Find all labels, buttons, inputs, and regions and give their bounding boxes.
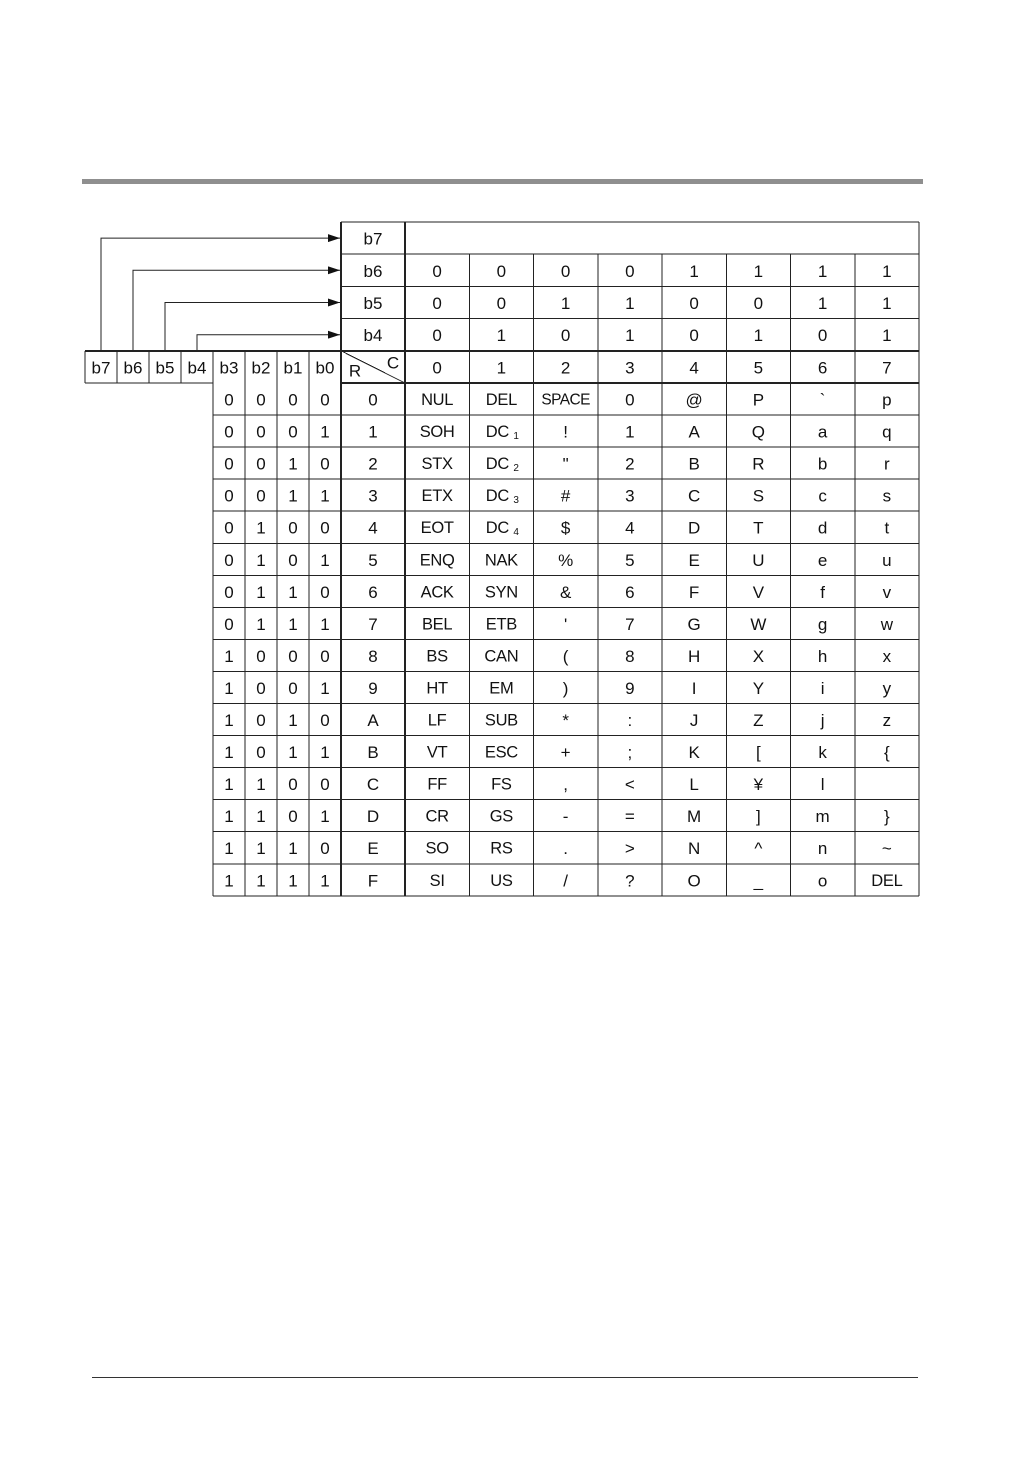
char-cell: R <box>752 454 765 474</box>
row-index: 5 <box>368 550 378 570</box>
char-cell: } <box>884 807 890 827</box>
char-cell: d <box>817 518 828 538</box>
row-bit-value: 0 <box>288 422 298 442</box>
row-bit-value: 0 <box>224 390 234 410</box>
char-cell: & <box>559 582 572 602</box>
char-cell: DC <box>485 423 509 442</box>
bit-header-label: b2 <box>251 358 271 378</box>
char-cell: f <box>820 582 825 602</box>
char-cell: u <box>882 550 892 570</box>
char-cell: ? <box>625 871 635 891</box>
row-bit-value: 1 <box>224 678 234 698</box>
column-bit-value: 1 <box>882 294 892 313</box>
column-bit-value: 0 <box>625 261 635 281</box>
row-bit-value: 1 <box>288 711 298 731</box>
char-cell: n <box>817 839 828 859</box>
char-cell: - <box>562 807 569 827</box>
column-bit-value: 1 <box>753 326 764 346</box>
row-index: D <box>366 807 380 827</box>
column-bit-value: 0 <box>560 261 571 281</box>
row-bit-value: 0 <box>224 614 234 634</box>
column-index: 5 <box>753 358 764 378</box>
char-cell: V <box>752 582 765 602</box>
char-cell: NUL <box>421 391 454 410</box>
row-bit-value: 1 <box>320 871 330 891</box>
char-cell: g <box>817 614 828 634</box>
bit-arrow <box>133 270 340 351</box>
bit-arrow <box>165 303 340 351</box>
char-cell: BEL <box>421 615 453 634</box>
char-cell: ~ <box>881 839 892 859</box>
column-index: 3 <box>625 358 635 378</box>
row-bit-value: 1 <box>256 775 266 795</box>
char-cell: Y <box>752 678 765 698</box>
char-cell: i <box>820 678 825 698</box>
row-bit-value: 0 <box>320 582 330 602</box>
char-cell: G <box>687 614 701 634</box>
char-cell: T <box>753 518 764 538</box>
row-index: B <box>367 743 379 763</box>
char-cell: BS <box>426 647 448 666</box>
bit-header-label: b7 <box>91 358 111 378</box>
char-cell: # <box>560 486 571 506</box>
char-cell: l <box>820 775 825 795</box>
char-cell: HT <box>426 679 448 698</box>
column-index: 6 <box>817 358 828 378</box>
char-cell: DC <box>485 455 509 474</box>
char-cell: ACK <box>420 583 454 602</box>
char-cell: > <box>624 839 635 859</box>
char-cell: b <box>817 454 828 474</box>
row-bit-value: 0 <box>320 454 330 474</box>
char-cell: @ <box>685 390 703 410</box>
char-cell: DEL <box>871 871 903 890</box>
corner-col-label: C <box>386 353 400 373</box>
column-index: 2 <box>560 358 571 378</box>
char-cell: 0 <box>625 390 635 410</box>
char-cell: * <box>562 711 569 731</box>
column-bit-label: b5 <box>363 294 383 313</box>
char-cell: _ <box>753 871 764 891</box>
row-bit-value: 1 <box>224 839 234 859</box>
char-cell: ] <box>756 807 761 827</box>
row-bit-value: 0 <box>224 454 234 474</box>
row-bit-value: 1 <box>224 807 234 827</box>
char-cell: h <box>817 646 828 666</box>
char-cell: C <box>687 486 701 506</box>
char-cell: j <box>820 711 825 731</box>
row-bit-value: 1 <box>288 454 298 474</box>
char-cell: CR <box>425 807 449 826</box>
row-bit-value: 1 <box>256 614 266 634</box>
row-index: A <box>367 711 379 731</box>
char-cell: GS <box>489 807 513 826</box>
char-cell: w <box>880 614 894 634</box>
column-bit-value: 1 <box>882 326 892 346</box>
char-cell: : <box>627 711 633 731</box>
char-cell: W <box>750 614 767 634</box>
row-bit-value: 0 <box>224 422 234 442</box>
char-cell: B <box>688 454 700 474</box>
char-cell: VT <box>426 743 448 762</box>
char-cell: K <box>688 743 700 763</box>
char-cell: z <box>882 711 892 731</box>
char-cell: CAN <box>484 647 519 666</box>
char-cell: 5 <box>625 550 635 570</box>
char-cell: X <box>752 646 765 666</box>
char-cell: 1 <box>625 422 635 442</box>
char-cell: s <box>882 486 892 506</box>
char-cell: U <box>752 550 765 570</box>
row-index: 6 <box>368 582 378 602</box>
char-cell: 8 <box>625 646 635 666</box>
char-cell: [ <box>756 743 761 763</box>
char-cell: { <box>884 743 890 763</box>
char-cell: SYN <box>484 583 518 602</box>
char-cell: 9 <box>625 678 635 698</box>
row-index: 9 <box>368 678 378 698</box>
char-cell: STX <box>421 455 453 474</box>
char-cell: p <box>882 390 892 410</box>
bit-header-label: b1 <box>283 358 303 378</box>
row-bit-value: 1 <box>320 422 330 442</box>
char-cell: DC <box>485 519 509 538</box>
char-cell: A <box>688 422 700 442</box>
char-cell: e <box>817 550 828 570</box>
char-cell: , <box>563 775 568 795</box>
char-cell: 4 <box>625 518 635 538</box>
char-cell: y <box>882 678 892 698</box>
char-cell: 7 <box>625 614 635 634</box>
bit-arrow <box>197 335 340 351</box>
char-cell: N <box>687 839 701 859</box>
column-bit-value: 1 <box>625 326 635 346</box>
row-bit-value: 1 <box>224 775 234 795</box>
bit-header-label: b0 <box>315 358 335 378</box>
column-bit-value: 1 <box>753 261 764 281</box>
row-bit-value: 0 <box>288 646 298 666</box>
char-cell: DC <box>485 487 509 506</box>
row-bit-value: 0 <box>320 646 330 666</box>
row-index: C <box>366 775 380 795</box>
char-cell: SI <box>429 871 445 890</box>
row-bit-value: 1 <box>256 807 266 827</box>
char-cell: ` <box>819 390 826 410</box>
char-cell: ) <box>562 678 569 698</box>
char-cell: k <box>818 743 827 763</box>
char-cell: 2 <box>625 454 635 474</box>
column-bit-label: b4 <box>363 326 383 346</box>
char-cell: J <box>689 711 699 731</box>
column-bit-label: b7 <box>363 229 383 249</box>
char-cell: I <box>691 678 697 698</box>
char-cell: P <box>752 390 765 410</box>
row-bit-value: 1 <box>320 550 330 570</box>
row-bit-value: 1 <box>256 550 266 570</box>
row-bit-value: 1 <box>288 871 298 891</box>
char-cell: EOT <box>420 519 454 538</box>
row-index: 1 <box>368 422 378 442</box>
bit-header-label: b6 <box>123 358 143 378</box>
char-cell: DEL <box>485 391 517 410</box>
char-cell: a <box>817 422 828 442</box>
row-bit-value: 1 <box>288 582 298 602</box>
char-cell: M <box>687 807 702 827</box>
char-cell: v <box>882 582 892 602</box>
row-bit-value: 1 <box>320 807 330 827</box>
row-bit-value: 0 <box>256 743 266 763</box>
column-bit-value: 1 <box>817 261 828 281</box>
row-index: E <box>367 839 379 859</box>
char-cell: x <box>882 646 892 666</box>
row-bit-value: 1 <box>288 614 298 634</box>
row-bit-value: 1 <box>256 871 266 891</box>
row-bit-value: 0 <box>256 454 266 474</box>
row-bit-value: 0 <box>288 550 298 570</box>
column-bit-value: 0 <box>496 294 507 313</box>
char-cell: ' <box>564 614 568 634</box>
row-bit-value: 0 <box>320 775 330 795</box>
row-index: 4 <box>368 518 378 538</box>
char-cell: S <box>752 486 765 506</box>
char-cell: Q <box>751 422 765 442</box>
column-bit-value: 1 <box>560 294 571 313</box>
char-cell: o <box>817 871 828 891</box>
char-cell: E <box>688 550 700 570</box>
row-bit-value: 1 <box>224 646 234 666</box>
row-bit-value: 0 <box>256 678 266 698</box>
char-cell: ENQ <box>419 551 455 570</box>
column-bit-value: 0 <box>689 326 699 346</box>
char-cell: / <box>563 871 568 891</box>
char-cell: ESC <box>484 743 518 762</box>
char-cell: SPACE <box>541 391 590 409</box>
char-cell: . <box>563 839 568 859</box>
column-index: 7 <box>882 358 892 378</box>
char-cell: FF <box>427 775 447 794</box>
row-bit-value: 1 <box>256 582 266 602</box>
column-index: 0 <box>432 358 442 378</box>
char-cell: ! <box>563 422 568 442</box>
char-cell: % <box>558 550 574 570</box>
char-cell: L <box>689 775 699 795</box>
row-bit-value: 1 <box>320 486 330 506</box>
row-bit-value: 0 <box>224 582 234 602</box>
row-bit-value: 1 <box>288 839 298 859</box>
char-cell: LF <box>427 711 447 730</box>
row-index: 3 <box>368 486 378 506</box>
corner-row-label: R <box>348 361 362 381</box>
char-cell: t <box>884 518 890 538</box>
char-cell: NAK <box>484 551 518 570</box>
row-index: 2 <box>368 454 378 474</box>
row-bit-value: 1 <box>224 871 234 891</box>
row-bit-value: 1 <box>256 839 266 859</box>
column-bit-value: 1 <box>882 261 892 281</box>
row-index: 7 <box>368 614 378 634</box>
row-bit-value: 0 <box>256 646 266 666</box>
column-bit-value: 1 <box>625 294 635 313</box>
char-cell: SO <box>425 839 449 858</box>
row-bit-value: 0 <box>288 807 298 827</box>
char-cell: SUB <box>484 711 518 730</box>
column-bit-value: 0 <box>432 294 442 313</box>
char-cell: ^ <box>754 839 763 859</box>
char-cell: O <box>687 871 701 891</box>
column-bit-value: 0 <box>817 326 828 346</box>
row-bit-value: 1 <box>288 743 298 763</box>
row-bit-value: 0 <box>224 550 234 570</box>
column-bit-value: 0 <box>496 261 507 281</box>
char-cell: EM <box>489 679 514 698</box>
row-bit-value: 0 <box>320 518 330 538</box>
char-cell: c <box>818 486 827 506</box>
row-index: F <box>367 871 379 891</box>
bit-arrow <box>101 238 340 351</box>
column-bit-value: 1 <box>817 294 828 313</box>
char-cell: m <box>815 807 830 827</box>
row-bit-value: 0 <box>256 422 266 442</box>
row-bit-value: 0 <box>256 390 266 410</box>
bit-header-label: b5 <box>155 358 175 378</box>
char-cell: FS <box>491 775 512 794</box>
row-bit-value: 0 <box>320 390 330 410</box>
row-bit-value: 0 <box>256 711 266 731</box>
char-cell: q <box>882 422 892 442</box>
char-cell-subscript: 2 <box>513 463 519 475</box>
row-index: 8 <box>368 646 378 666</box>
char-cell-subscript: 3 <box>513 495 519 507</box>
char-cell-subscript: 1 <box>513 431 519 443</box>
char-cell: F <box>688 582 700 602</box>
char-cell: ( <box>562 646 569 666</box>
row-bit-value: 0 <box>288 678 298 698</box>
bit-header-label: b3 <box>219 358 239 378</box>
char-cell: = <box>624 807 635 827</box>
char-cell: Z <box>753 711 764 731</box>
column-bit-value: 0 <box>560 326 571 346</box>
row-bit-value: 1 <box>224 743 234 763</box>
char-cell-subscript: 4 <box>513 527 519 539</box>
row-bit-value: 0 <box>224 486 234 506</box>
char-cell: ETB <box>485 615 517 634</box>
column-index: 1 <box>496 358 507 378</box>
column-bit-value: 0 <box>432 326 442 346</box>
char-cell: < <box>624 775 635 795</box>
row-bit-value: 1 <box>256 518 266 538</box>
char-cell: + <box>560 743 571 763</box>
char-cell: " <box>562 454 569 474</box>
row-bit-value: 1 <box>320 743 330 763</box>
row-bit-value: 0 <box>256 486 266 506</box>
bottom-rule <box>92 1377 918 1378</box>
column-bit-value: 1 <box>496 326 507 346</box>
column-bit-value: 0 <box>432 261 442 281</box>
row-bit-value: 0 <box>320 839 330 859</box>
char-cell: $ <box>560 518 571 538</box>
char-cell: RS <box>490 839 513 858</box>
char-cell: H <box>687 646 701 666</box>
column-bit-value: 1 <box>689 261 699 281</box>
row-bit-value: 1 <box>224 711 234 731</box>
column-bit-label: b6 <box>363 261 383 281</box>
char-cell: US <box>490 871 513 890</box>
row-bit-value: 1 <box>320 678 330 698</box>
row-bit-value: 0 <box>288 775 298 795</box>
column-bit-value: 0 <box>689 294 699 313</box>
char-cell: 3 <box>625 486 635 506</box>
row-bit-value: 0 <box>288 390 298 410</box>
char-cell: ETX <box>421 487 453 506</box>
row-bit-value: 0 <box>288 518 298 538</box>
row-index: 0 <box>368 390 378 410</box>
row-bit-value: 1 <box>320 614 330 634</box>
row-bit-value: 1 <box>288 486 298 506</box>
bit-header-label: b4 <box>187 358 207 378</box>
row-bit-value: 0 <box>320 711 330 731</box>
row-bit-value: 0 <box>224 518 234 538</box>
char-cell: 6 <box>625 582 635 602</box>
column-bit-value: 0 <box>753 294 764 313</box>
char-cell: r <box>884 454 890 474</box>
char-cell: ; <box>627 743 633 763</box>
char-cell: D <box>687 518 701 538</box>
column-index: 4 <box>689 358 699 378</box>
char-cell: ¥ <box>753 775 764 795</box>
char-cell: SOH <box>419 423 455 442</box>
